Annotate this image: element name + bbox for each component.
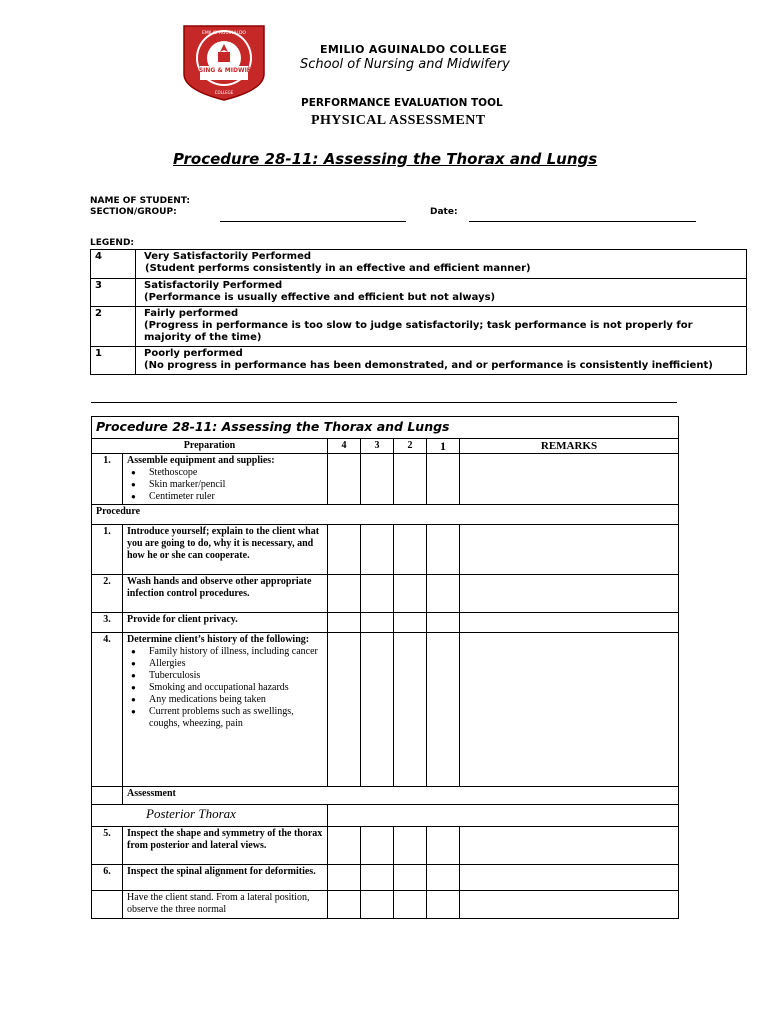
list-item: ● Allergies [149, 658, 323, 670]
legend-row [91, 347, 747, 375]
score-cell[interactable] [361, 865, 394, 891]
table-row [92, 827, 679, 865]
score-cell[interactable] [394, 865, 427, 891]
score-cell[interactable] [394, 633, 427, 787]
list-item: ● Any medications being taken [149, 694, 323, 706]
logo-top-text: EMILIO AGUINALDO [202, 31, 246, 36]
item-number: 3. [92, 613, 123, 633]
college-logo [178, 22, 270, 102]
date-label: Date: [430, 207, 458, 217]
score-cell[interactable] [361, 525, 394, 575]
posterior-thorax-label: Posterior Thorax [92, 805, 328, 827]
remarks-cell[interactable] [460, 575, 679, 613]
item-number: 2. [92, 575, 123, 613]
supply-list [127, 467, 323, 503]
legend-score: 2 [91, 307, 136, 347]
score-cell[interactable] [361, 633, 394, 787]
history-list [127, 646, 323, 730]
legend-label: LEGEND: [90, 238, 135, 248]
score-cell[interactable] [394, 891, 427, 919]
list-item: ● Tuberculosis [149, 670, 323, 682]
table-title-row [92, 417, 679, 439]
score-cell[interactable] [361, 575, 394, 613]
section-label: SECTION/GROUP: [90, 207, 177, 217]
score-cell[interactable] [427, 633, 460, 787]
procedure-label: Procedure [92, 505, 679, 525]
legend-score: 4 [91, 250, 136, 279]
score-cell[interactable] [427, 613, 460, 633]
legend-title: Fairly performed [144, 308, 239, 319]
score-cell[interactable] [427, 891, 460, 919]
list-item: ● Stethoscope [149, 467, 323, 479]
list-item: ● Current problems such as swellings, coughs, wheezing, pain [149, 706, 323, 730]
list-item: ● Skin marker/pencil [149, 479, 323, 491]
score-cell[interactable] [394, 827, 427, 865]
score-cell[interactable] [328, 827, 361, 865]
remarks-cell[interactable] [460, 613, 679, 633]
item-number: 5. [92, 827, 123, 865]
remarks-cell[interactable] [460, 865, 679, 891]
assessment-label: Assessment [123, 787, 679, 805]
score-cell[interactable] [328, 633, 361, 787]
remarks-cell[interactable] [460, 525, 679, 575]
legend-detail: (No progress in performance has been demonstrated, and or performance is consistently inefficient) [144, 360, 713, 371]
score-cell[interactable] [394, 613, 427, 633]
empty-cell [328, 805, 679, 827]
item-number: 1. [92, 454, 123, 505]
list-item: ● Smoking and occupational hazards [149, 682, 323, 694]
section-field[interactable] [220, 221, 406, 222]
score-cell[interactable] [427, 865, 460, 891]
table-title: Procedure 28-11: Assessing the Thorax and Lungs [92, 417, 679, 439]
legend-table [90, 249, 747, 375]
score-cell[interactable] [361, 454, 394, 505]
item-number: 4. [92, 633, 123, 787]
item-text: Wash hands and observe other appropriate infection control procedures. [123, 575, 328, 613]
legend-row [91, 307, 747, 347]
logo-bottom-text: COLLEGE [214, 90, 234, 95]
legend-desc [136, 347, 747, 375]
legend-desc [136, 307, 747, 347]
legend-row [91, 279, 747, 307]
score-cell[interactable] [427, 454, 460, 505]
score-cell[interactable] [427, 827, 460, 865]
legend-detail: (Progress in performance is too slow to judge satisfactorily; task performance is not properly for majority of the time) [144, 320, 693, 343]
legend-score: 1 [91, 347, 136, 375]
empty-cell [92, 787, 123, 805]
legend-desc [136, 250, 747, 279]
score-cell[interactable] [361, 827, 394, 865]
item-text: Inspect the spinal alignment for deformities. [123, 865, 328, 891]
school-name: School of Nursing and Midwifery [300, 57, 510, 72]
item-detail: Have the client stand. From a lateral position, observe the three normal [123, 891, 328, 919]
col-score-1: 1 [427, 439, 460, 454]
table-row [92, 633, 679, 787]
score-cell[interactable] [394, 525, 427, 575]
table-row [92, 865, 679, 891]
legend-title: Very Satisfactorily Performed [144, 251, 312, 262]
empty-cell [92, 891, 123, 919]
score-cell[interactable] [427, 575, 460, 613]
score-cell[interactable] [328, 613, 361, 633]
legend-row [91, 250, 747, 279]
score-cell[interactable] [328, 525, 361, 575]
score-cell[interactable] [328, 454, 361, 505]
score-cell[interactable] [361, 891, 394, 919]
score-cell[interactable] [394, 575, 427, 613]
item-number: 6. [92, 865, 123, 891]
table-row [92, 891, 679, 919]
score-cell[interactable] [328, 865, 361, 891]
legend-title: Poorly performed [144, 348, 243, 359]
remarks-cell[interactable] [460, 454, 679, 505]
item-text: Introduce yourself; explain to the client what you are going to do, why it is necessary, and how he or she can cooperate. [123, 525, 328, 575]
college-name: EMILIO AGUINALDO COLLEGE [320, 43, 508, 56]
table-header-row [92, 439, 679, 454]
col-score-4: 4 [328, 439, 361, 454]
legend-title: Satisfactorily Performed [144, 280, 283, 291]
procedure-title: Procedure 28-11: Assessing the Thorax and Lungs [173, 150, 598, 168]
col-score-2: 2 [394, 439, 427, 454]
item-label: Determine client’s history of the following: [127, 634, 310, 645]
tool-title: PERFORMANCE EVALUATION TOOL [301, 97, 503, 109]
table-row [92, 613, 679, 633]
item-text: Provide for client privacy. [123, 613, 328, 633]
col-preparation: Preparation [92, 439, 328, 454]
legend-score: 3 [91, 279, 136, 307]
item-text: Inspect the shape and symmetry of the thorax from posterior and lateral views. [123, 827, 328, 865]
item-text [123, 633, 328, 787]
item-text [123, 454, 328, 505]
date-field[interactable] [469, 221, 696, 222]
divider [91, 402, 677, 403]
legend-desc [136, 279, 747, 307]
table-row [92, 525, 679, 575]
list-item: ● Centimeter ruler [149, 491, 323, 503]
legend-detail: (Performance is usually effective and efficient but not always) [144, 292, 496, 303]
col-remarks: REMARKS [460, 439, 679, 454]
legend-detail: (Student performs consistently in an effective and efficient manner) [145, 263, 531, 274]
remarks-cell[interactable] [460, 633, 679, 787]
section-row [92, 805, 679, 827]
table-row [92, 575, 679, 613]
score-cell[interactable] [328, 575, 361, 613]
assessment-title: PHYSICAL ASSESSMENT [311, 113, 486, 128]
item-label: Assemble equipment and supplies: [127, 455, 275, 466]
col-score-3: 3 [361, 439, 394, 454]
remarks-cell[interactable] [460, 891, 679, 919]
score-cell[interactable] [427, 525, 460, 575]
table-row [92, 454, 679, 505]
item-number: 1. [92, 525, 123, 575]
name-label: NAME OF STUDENT: [90, 196, 190, 206]
evaluation-table [91, 416, 679, 919]
score-cell[interactable] [394, 454, 427, 505]
section-row [92, 505, 679, 525]
logo-text: NURSING & MIDWIFERY [184, 67, 264, 74]
remarks-cell[interactable] [460, 827, 679, 865]
section-row [92, 787, 679, 805]
list-item: ● Family history of illness, including cancer [149, 646, 323, 658]
score-cell[interactable] [328, 891, 361, 919]
score-cell[interactable] [361, 613, 394, 633]
